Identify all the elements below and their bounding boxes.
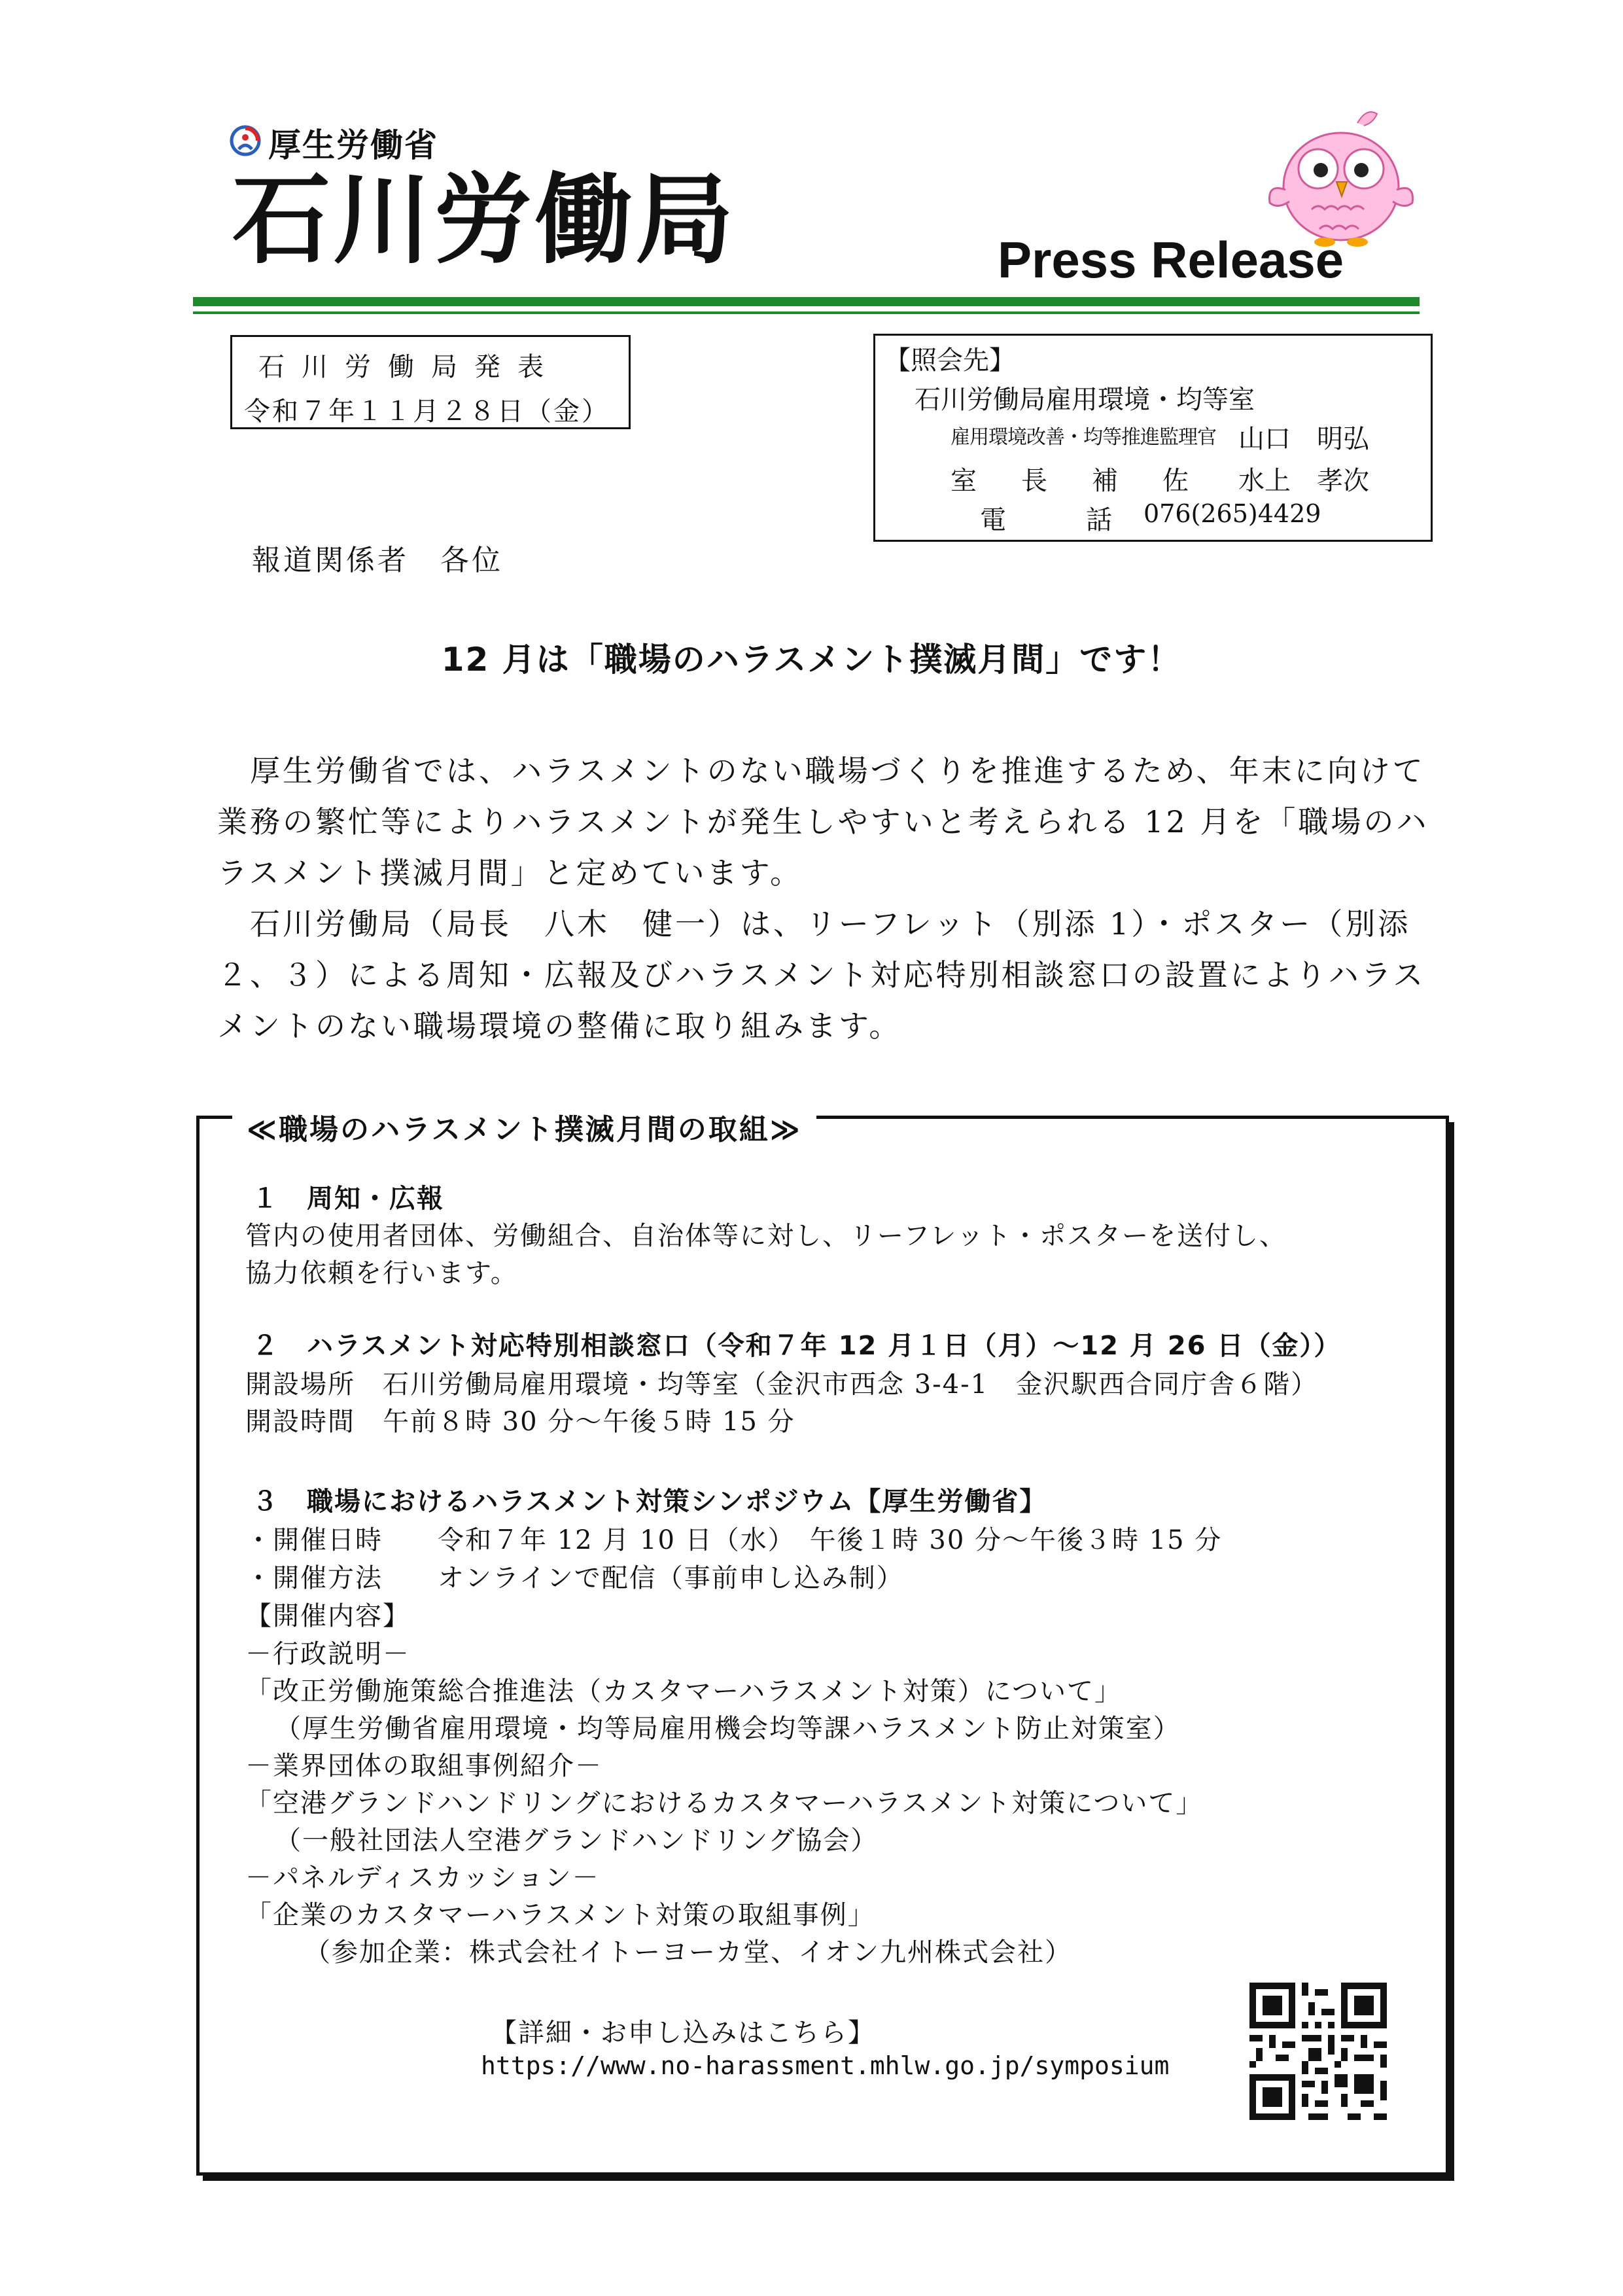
section-3-method: ・開催方法 オンラインで配信（事前申し込み制） (245, 1563, 904, 1593)
contact-phone-label: 電 話 (980, 505, 1121, 535)
section-2-heading: ２ ハラスメント対応特別相談窓口（令和７年 12 月１日（月）～12 月 26 日（金）） (252, 1331, 1342, 1361)
headline: 12 月は「職場のハラスメント撲滅月間」です！ (441, 641, 1182, 679)
section-3-content-item: －パネルディスカッション－ (245, 1863, 600, 1893)
header-rule-thin (193, 311, 1420, 314)
header-rule (193, 297, 1420, 306)
section-1-text: 協力依頼を行います。 (245, 1258, 518, 1288)
section-3-content-item: （参加企業：株式会社イトーヨーカ堂、イオン九州株式会社） (304, 1937, 1072, 1968)
ministry-name: 厚生労働省 (268, 126, 438, 164)
contact-name-2: 水上 孝次 (1238, 466, 1369, 496)
section-1-heading: １ 周知・広報 (252, 1184, 444, 1214)
section-3-content-label: 【開催内容】 (245, 1601, 410, 1631)
section-3-heading: ３ 職場におけるハラスメント対策シンポジウム【厚生労働省】 (252, 1487, 1047, 1517)
body-line-3: ラスメント撲滅月間」と定めています。 (217, 855, 803, 891)
section-3-date: ・開催日時 令和７年 12 月 10 日（水） 午後１時 30 分～午後３時 15 分 (245, 1525, 1223, 1555)
section-3-content-item: 「企業のカスタマーハラスメント対策の取組事例」 (245, 1900, 875, 1930)
contact-role-1: 雇用環境改善・均等推進監理官 (951, 426, 1216, 449)
bureau-name: 石川労働局 (232, 164, 737, 277)
ministry-logo-icon (229, 124, 262, 157)
frame-shadow (1449, 1122, 1454, 2181)
section-3-content-item: （一般社団法人空港グランドハンドリング協会） (275, 1826, 879, 1856)
section-3-content-item: －行政説明－ (245, 1639, 410, 1669)
addressee: 報道関係者 各位 (252, 544, 503, 577)
issuer-name: 石川労働局発表 (258, 352, 561, 382)
contact-office: 石川労働局雇用環境・均等室 (915, 385, 1255, 415)
contact-name-1: 山口 明弘 (1238, 424, 1369, 454)
contact-role-2: 室 長 補 佐 (951, 466, 1198, 496)
body-line-2: 業務の繁忙等によりハラスメントが発生しやすいと考えられる 12 月を「職場のハ (217, 804, 1429, 839)
section-2-time: 開設時間 午前８時 30 分～午後５時 15 分 (245, 1407, 795, 1437)
section-3-content-item: －業界団体の取組事例紹介－ (245, 1751, 602, 1781)
symposium-link[interactable]: https://www.no-harassment.mhlw.go.jp/symposium (481, 2051, 1170, 2080)
issuer-box (230, 335, 631, 429)
section-3-content-item: （厚生労働省雇用環境・均等局雇用機会均等課ハラスメント防止対策室） (275, 1714, 1181, 1744)
body-line-1: 厚生労働省では、ハラスメントのない職場づくりを推進するため、年末に向けて (250, 753, 1425, 788)
section-3-content-item: 「改正労働施策総合推進法（カスタマーハラスメント対策）について」 (245, 1676, 1122, 1706)
contact-phone: 076(265)4429 (1143, 499, 1321, 528)
contact-title: 【照会先】 (884, 345, 1015, 376)
initiatives-title: ≪職場のハラスメント撲滅月間の取組≫ (232, 1106, 816, 1148)
body-line-6: メントのない職場環境の整備に取り組みます。 (217, 1008, 902, 1044)
body-line-5: ２、３）による周知・広報及びハラスメント対応特別相談窓口の設置によりハラス (217, 957, 1426, 993)
qr-code-icon[interactable] (1249, 1983, 1387, 2120)
body-line-4: 石川労働局（局長 八木 健一）は、リーフレット（別添 1）・ポスター（別添 (250, 906, 1411, 942)
contact-box (873, 334, 1433, 542)
press-release-label: Press Release (998, 231, 1344, 289)
details-label: 【詳細・お申し込みはこちら】 (491, 2018, 875, 2048)
section-1-text: 管内の使用者団体、労働組合、自治体等に対し、リーフレット・ポスターを送付し、 (245, 1221, 1287, 1251)
section-3-content-item: 「空港グランドハンドリングにおけるカスタマーハラスメント対策について」 (245, 1788, 1204, 1818)
issue-date: 令和７年１１月２８日（金） (244, 397, 610, 427)
pink-owl-mascot-icon (1266, 105, 1416, 249)
section-2-place: 開設場所 石川労働局雇用環境・均等室（金沢市西念 3-4-1 金沢駅西合同庁舎６階） (245, 1369, 1319, 1400)
frame-shadow (203, 2176, 1454, 2181)
